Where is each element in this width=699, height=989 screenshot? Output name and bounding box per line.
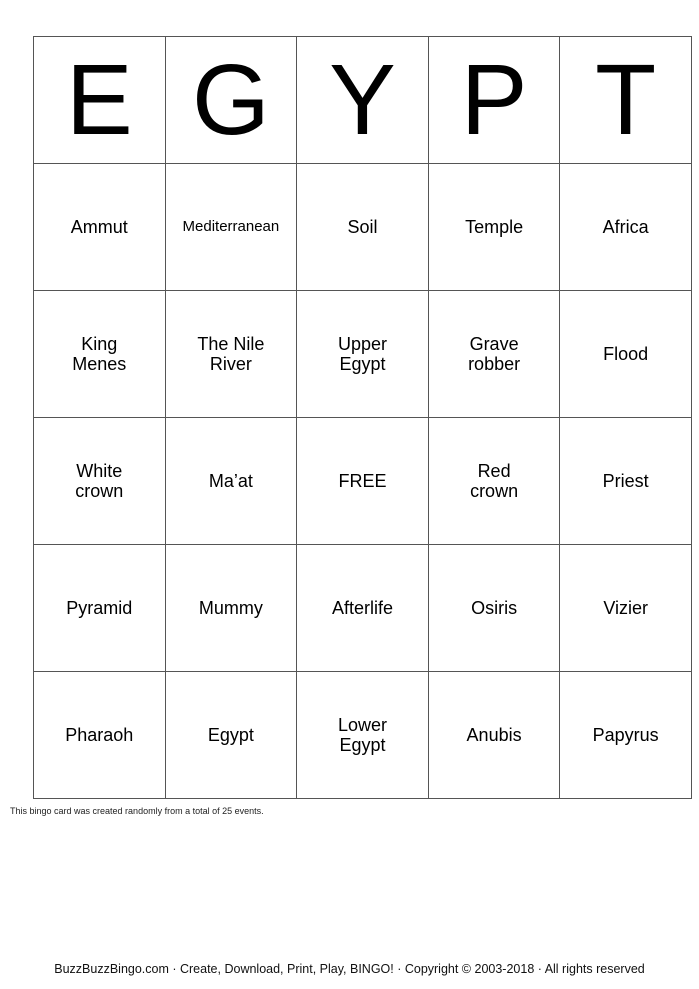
bingo-cell[interactable]: Egypt (165, 672, 297, 799)
bingo-cell[interactable]: Africa (560, 164, 692, 291)
header-letter: P (428, 37, 560, 164)
footer: BuzzBuzzBingo.com · Create, Download, Print, Play, BINGO! · Copyright © 2003-2018 · All rights reserved (54, 962, 645, 976)
card-row (34, 418, 692, 545)
card-note: This bingo card was created randomly from a total of 25 events. (10, 806, 264, 816)
header-letter: E (34, 37, 166, 164)
cell-line: Egypt (339, 735, 386, 755)
bingo-cell[interactable]: Papyrus (560, 672, 692, 799)
cell-line: Menes (72, 354, 127, 374)
bingo-cell[interactable]: Anubis (428, 672, 560, 799)
bingo-cell[interactable]: Ammut (34, 164, 166, 291)
bingo-cell[interactable]: Priest (560, 418, 692, 545)
cell-line: Lower (337, 715, 387, 735)
bingo-cell[interactable]: Vizier (560, 545, 692, 672)
bingo-cell[interactable] (428, 291, 560, 418)
bingo-cell[interactable]: Temple (428, 164, 560, 291)
bingo-cell[interactable] (34, 291, 166, 418)
header-letter: Y (297, 37, 429, 164)
bingo-cell[interactable]: Soil (297, 164, 429, 291)
cell-line: Upper (337, 334, 387, 354)
header-row (34, 37, 692, 164)
bingo-cell[interactable]: Afterlife (297, 545, 429, 672)
cell-line: River (209, 354, 252, 374)
cell-line: Red (477, 461, 511, 481)
bingo-cell[interactable]: Pyramid (34, 545, 166, 672)
bingo-cell[interactable] (297, 672, 429, 799)
cell-line: crown (470, 481, 519, 501)
bingo-cell[interactable]: Flood (560, 291, 692, 418)
cell-line: robber (468, 354, 521, 374)
cell-line: White (76, 461, 123, 481)
bingo-cell[interactable] (165, 291, 297, 418)
cell-line: King (81, 334, 118, 354)
header-letter: T (560, 37, 692, 164)
bingo-cell[interactable]: Mediterranean (165, 164, 297, 291)
bingo-cell[interactable]: Osiris (428, 545, 560, 672)
card-row (34, 291, 692, 418)
bingo-cell[interactable]: Ma’at (165, 418, 297, 545)
bingo-card (33, 36, 692, 799)
card-row (34, 672, 692, 799)
bingo-cell[interactable] (428, 418, 560, 545)
bingo-cell[interactable] (34, 418, 166, 545)
card-row (34, 545, 692, 672)
cell-line: crown (75, 481, 124, 501)
cell-line: The Nile (197, 334, 265, 354)
bingo-cell[interactable] (297, 291, 429, 418)
bingo-cell[interactable]: Pharaoh (34, 672, 166, 799)
card-row (34, 164, 692, 291)
cell-line: Grave (469, 334, 519, 354)
header-letter: G (165, 37, 297, 164)
bingo-cell[interactable]: Mummy (165, 545, 297, 672)
cell-line: Egypt (339, 354, 386, 374)
free-cell[interactable]: FREE (297, 418, 429, 545)
